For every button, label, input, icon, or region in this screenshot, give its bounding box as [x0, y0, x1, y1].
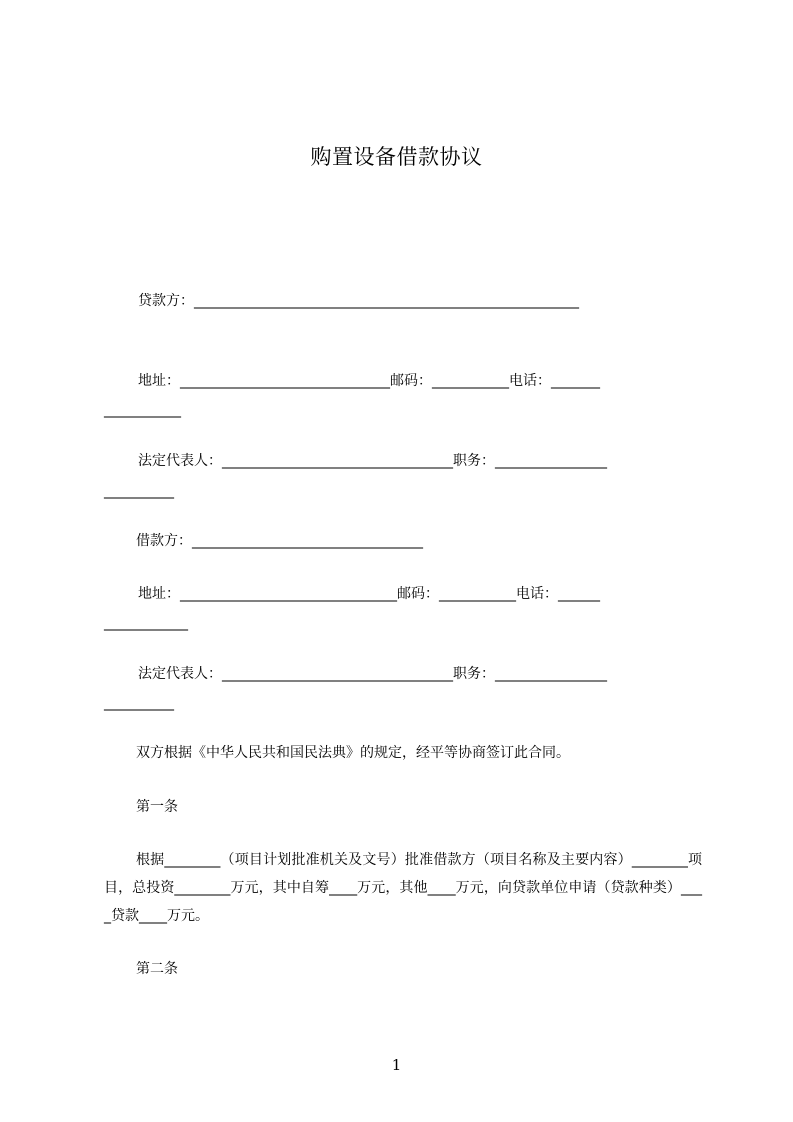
borrower-zip-label: 邮码： [397, 586, 439, 602]
lender-address-label: 地址： [138, 373, 180, 389]
article2-heading: 第二条 [136, 961, 178, 977]
lender-phone-blank-continued: ___________ [104, 402, 181, 418]
borrower-phone-blank: ______ [558, 586, 600, 602]
lender-blank: _______________________________________________________ [194, 293, 579, 309]
lender-address-blank: ______________________________ [180, 373, 390, 389]
borrower-zip-blank: ___________ [439, 586, 516, 602]
borrower-rep-label: 法定代表人： [138, 666, 222, 682]
lender-label: 贷款方： [138, 293, 194, 309]
borrower-phone-blank-continued: ____________ [104, 615, 188, 631]
lender-position-blank: ________________ [495, 453, 607, 469]
lender-zip-label: 邮码： [390, 373, 432, 389]
lender-line [104, 290, 704, 312]
article1-paragraph: 根据________（项目计划批准机关及文号）批准借款方（项目名称及主要内容）________项目，总投资________万元，其中自筹____万元，其他____万元，向贷款单位申请（贷款种类）____贷款____万元。 [104, 852, 702, 924]
borrower-position-continuation [104, 692, 704, 714]
borrower-address-line [104, 583, 704, 605]
lender-phone-label: 电话： [509, 373, 551, 389]
document-title: 购置设备借款协议 [310, 145, 483, 169]
article1-heading: 第一条 [136, 799, 178, 815]
lender-phone-continuation [104, 399, 704, 421]
borrower-position-blank: ________________ [495, 666, 607, 682]
page-number: 1 [391, 1056, 402, 1074]
lender-representative-line [104, 450, 704, 472]
borrower-blank: _________________________________ [192, 533, 423, 549]
article2-heading-line [104, 958, 704, 980]
borrower-label: 借款方： [136, 533, 192, 549]
borrower-address-label: 地址： [138, 586, 180, 602]
intro-line [104, 742, 704, 764]
borrower-address-blank: _______________________________ [180, 586, 397, 602]
intro-text: 双方根据《中华人民共和国民法典》的规定，经平等协商签订此合同。 [136, 745, 570, 761]
borrower-phone-label: 电话： [516, 586, 558, 602]
lender-zip-blank: ___________ [432, 373, 509, 389]
lender-rep-label: 法定代表人： [138, 453, 222, 469]
borrower-representative-line [104, 663, 704, 685]
lender-rep-blank: _________________________________ [222, 453, 453, 469]
article1-heading-line [104, 796, 704, 818]
borrower-position-label: 职务： [453, 666, 495, 682]
lender-phone-blank: _______ [551, 373, 600, 389]
borrower-rep-blank: _________________________________ [222, 666, 453, 682]
lender-position-blank-continued: __________ [104, 483, 174, 499]
lender-position-continuation [104, 480, 704, 502]
borrower-phone-continuation [104, 612, 704, 634]
borrower-line [104, 530, 704, 552]
lender-address-line [104, 370, 704, 392]
borrower-position-blank-continued: __________ [104, 695, 174, 711]
lender-position-label: 职务： [453, 453, 495, 469]
